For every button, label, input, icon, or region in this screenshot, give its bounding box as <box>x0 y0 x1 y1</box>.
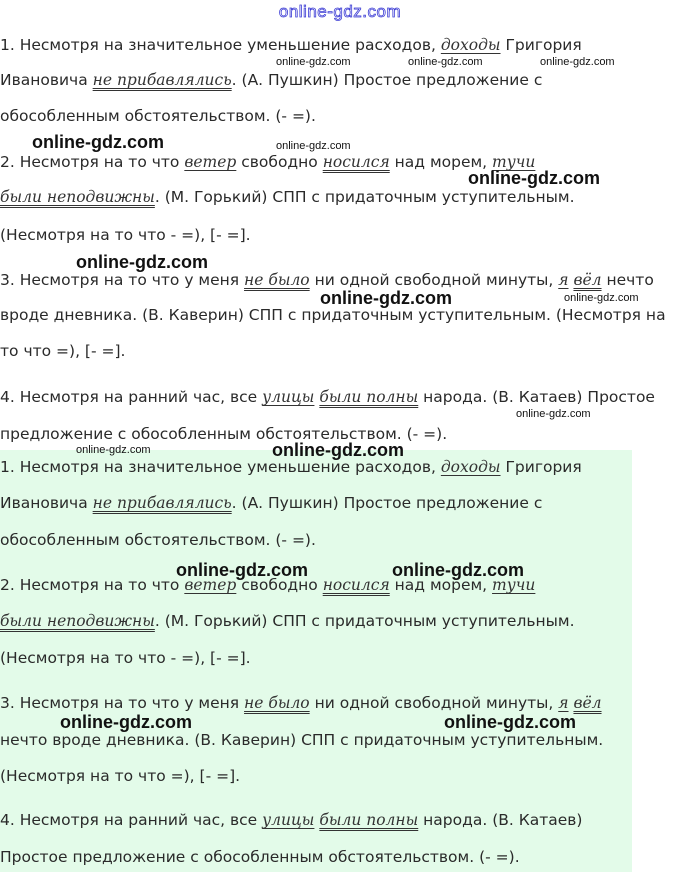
sentence-1-line-2: Ивановича не прибавлялись. (А. Пушкин) Простое предложение с <box>0 71 543 89</box>
watermark: online-gdz.com <box>540 56 615 68</box>
watermark: online-gdz.com <box>276 140 351 152</box>
text-block-highlighted <box>0 450 632 872</box>
watermark: online-gdz.com <box>516 408 591 420</box>
sentence-2-line-2: были неподвижны. (М. Горький) СПП с придаточным уступительным. <box>0 612 575 630</box>
predicate: были неподвижны <box>0 188 155 206</box>
sentence-1-line-1: 1. Несмотря на значительное уменьшение расходов, доходы Григория <box>0 458 582 476</box>
subject: доходы <box>440 458 501 476</box>
subject: улицы <box>262 388 315 406</box>
subject: улицы <box>262 811 315 829</box>
predicate: были полны <box>319 388 419 406</box>
subject: я <box>558 694 569 712</box>
sentence-3-line-3: то что =), [- =]. <box>0 342 126 360</box>
predicate: не прибавлялись <box>92 71 232 89</box>
watermark: online-gdz.com <box>60 712 192 732</box>
sentence-1-line-1: 1. Несмотря на значительное уменьшение расходов, доходы Григория <box>0 36 582 54</box>
sentence-3-line-1: 3. Несмотря на то что у меня не было ни одной свободной минуты, я вёл нечто <box>0 271 654 289</box>
watermark: online-gdz.com <box>176 560 308 580</box>
watermark: online-gdz.com <box>276 56 351 68</box>
predicate: носился <box>322 153 390 171</box>
watermark: online-gdz.com <box>320 288 452 308</box>
subject: я <box>558 271 569 289</box>
sentence-4-line-2: Простое предложение с обособленным обстоятельством. (- =). <box>0 848 520 866</box>
predicate: не было <box>244 694 310 712</box>
watermark: online-gdz.com <box>468 168 600 188</box>
watermark: online-gdz.com <box>564 292 639 304</box>
sentence-1-line-3: обособленным обстоятельством. (- =). <box>0 107 316 125</box>
predicate: не было <box>244 271 310 289</box>
watermark: online-gdz.com <box>76 444 151 456</box>
predicate: носился <box>322 576 390 594</box>
predicate: вёл <box>573 271 602 289</box>
subject: ветер <box>184 576 237 594</box>
watermark: online-gdz.com <box>444 712 576 732</box>
sentence-3-line-2: вроде дневника. (В. Каверин) СПП с придаточным уступительным. (Несмотря на <box>0 306 666 324</box>
sentence-4-line-1: 4. Несмотря на ранний час, все улицы были полны народа. (В. Катаев) <box>0 811 583 829</box>
sentence-2-line-2: были неподвижны. (М. Горький) СПП с придаточным уступительным. <box>0 188 575 206</box>
sentence-3-line-3: (Несмотря на то что =), [- =]. <box>0 767 241 785</box>
watermark: online-gdz.com <box>76 252 208 272</box>
predicate: вёл <box>573 694 602 712</box>
watermark: online-gdz.com <box>32 132 164 152</box>
watermark: online-gdz.com <box>392 560 524 580</box>
sentence-2-line-3: (Несмотря на то что - =), [- =]. <box>0 226 251 244</box>
sentence-2-line-1: 2. Несмотря на то что ветер свободно носился над морем, тучи <box>0 153 536 171</box>
subject: ветер <box>184 153 237 171</box>
sentence-2-line-3: (Несмотря на то что - =), [- =]. <box>0 649 251 667</box>
sentence-3-line-1: 3. Несмотря на то что у меня не было ни одной свободной минуты, я вёл <box>0 694 602 712</box>
watermark: online-gdz.com <box>408 56 483 68</box>
predicate: не прибавлялись <box>92 494 232 512</box>
sentence-4-line-1: 4. Несмотря на ранний час, все улицы были полны народа. (В. Катаев) Простое <box>0 388 655 406</box>
subject: тучи <box>492 576 536 594</box>
predicate: были неподвижны <box>0 612 155 630</box>
sentence-2-line-1: 2. Несмотря на то что ветер свободно носился над морем, тучи <box>0 576 536 594</box>
sentence-1-line-3: обособленным обстоятельством. (- =). <box>0 531 316 549</box>
subject: доходы <box>440 36 501 54</box>
subject: тучи <box>492 153 536 171</box>
sentence-4-line-2: предложение с обособленным обстоятельством. (- =). <box>0 425 448 443</box>
predicate: были полны <box>319 811 419 829</box>
sentence-3-line-2: нечто вроде дневника. (В. Каверин) СПП с придаточным уступительным. <box>0 731 604 749</box>
watermark: online-gdz.com <box>272 440 404 460</box>
sentence-1-line-2: Ивановича не прибавлялись. (А. Пушкин) Простое предложение с <box>0 494 543 512</box>
page-title: online-gdz.com <box>278 2 402 21</box>
